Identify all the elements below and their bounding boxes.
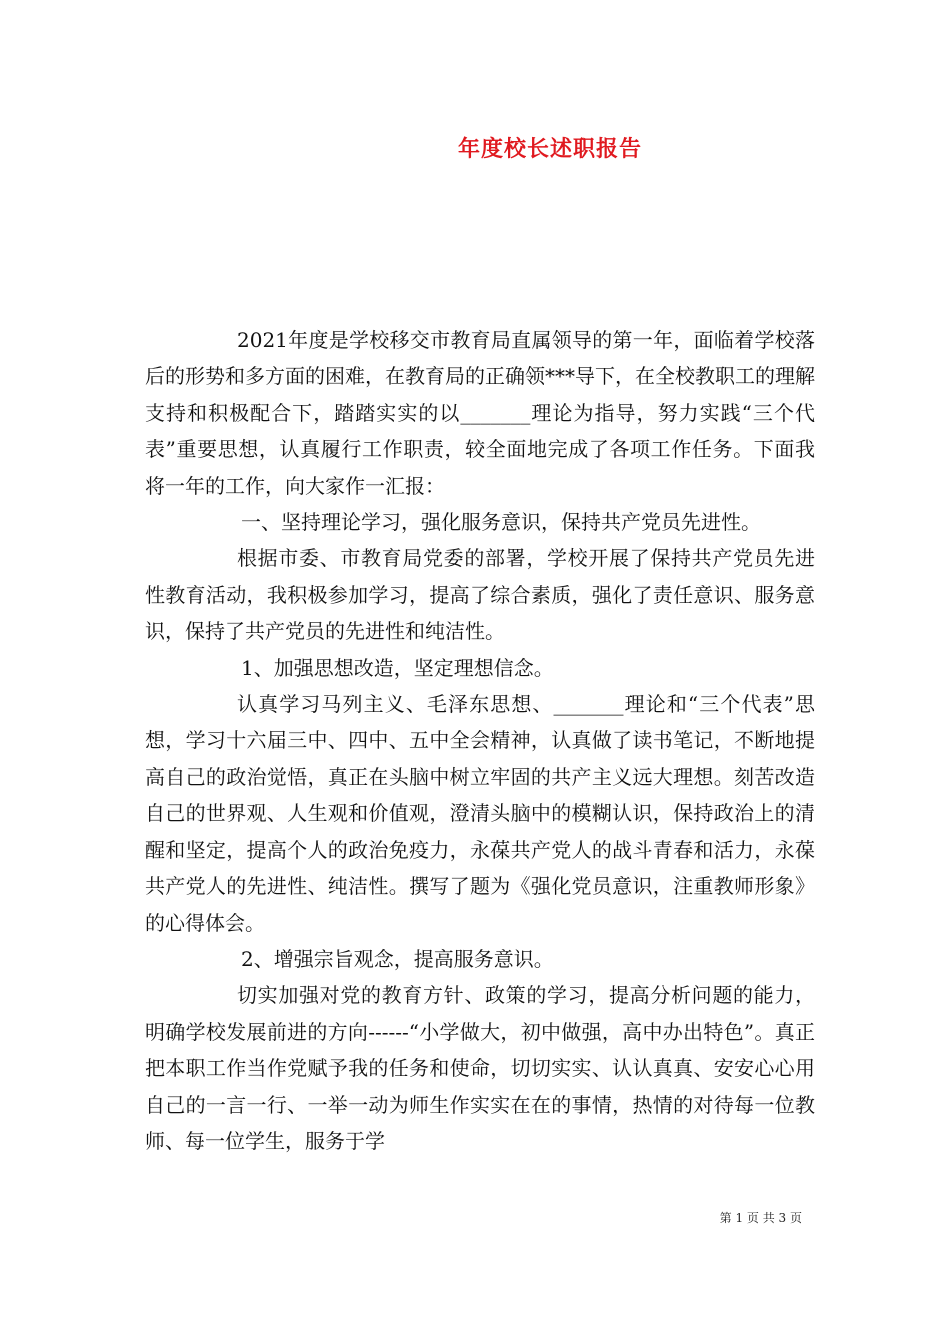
document-body [145,322,815,1159]
paragraph-subsection-1: 认真学习马列主义、毛泽东思想、_______理论和“三个代表”思想，学习十六届三中、四中、五中全会精神，认真做了读书笔记，不断地提高自己的政治觉悟，真正在头脑中树立牢固的共产主义远大理想。刻苦改造自己的世界观、人生观和价值观，澄清头脑中的模糊认识，保持政治上的清醒和坚定，提高个人的政治免疫力，永葆共产党人的战斗青春和活力，永葆共产党人的先进性、纯洁性。撰写了题为《强化党员意识，注重教师形象》的心得体会。 [145,692,815,935]
page-number: 第 1 页 共 3 页 [719,1211,802,1225]
paragraph-subsection-2: 切实加强对党的教育方针、政策的学习，提高分析问题的能力，明确学校发展前进的方向------“小学做大，初中做强，高中办出特色”。真正把本职工作当作党赋予我的任务和使命，切切实实、认认真真、安安心心用自己的一言一行、一举一动为师生作实实在在的事情，热情的对待每一位教师、每一位学生，服务于学 [145,983,815,1153]
paragraph-section-1: 根据市委、市教育局党委的部署，学校开展了保持共产党员先进性教育活动，我积极参加学习，提高了综合素质，强化了责任意识、服务意识，保持了共产党员的先进性和纯洁性。 [145,546,815,644]
subsection-heading-2: 2、增强宗旨观念，提高服务意识。 [241,946,554,971]
document-title: 年度校长述职报告 [457,137,642,162]
subsection-heading-1: 1、加强思想改造，坚定理想信念。 [241,655,554,680]
section-heading-1: 一、坚持理论学习，强化服务意识，保持共产党员先进性。 [241,510,761,535]
paragraph-intro: 2021年度是学校移交市教育局直属领导的第一年，面临着学校落后的形势和多方面的困难，在教育局的正确领***导下，在全校教职工的理解支持和积极配合下，踏踏实实的以_______理论为指导，努力实践“三个代表”重要思想，认真履行工作职责，较全面地完成了各项工作任务。下面我将一年的工作，向大家作一汇报： [145,328,815,498]
